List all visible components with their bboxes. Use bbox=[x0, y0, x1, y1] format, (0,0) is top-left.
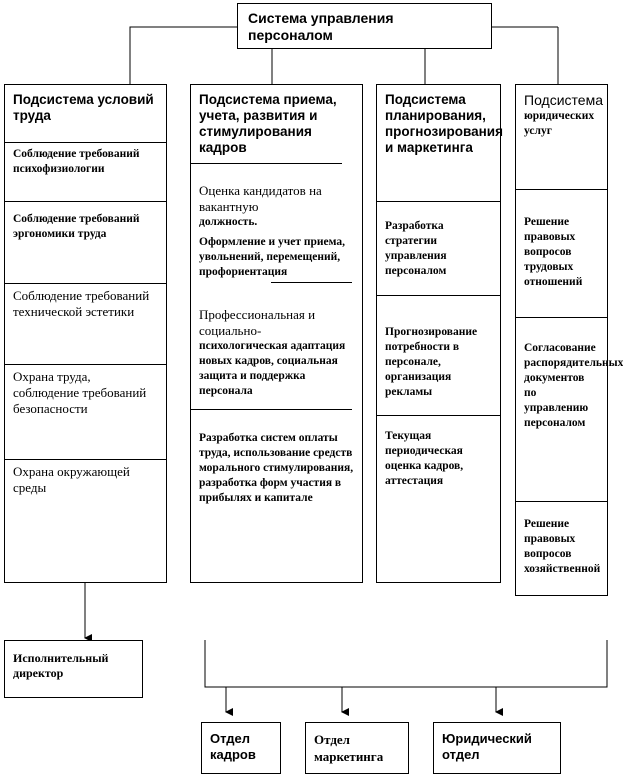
col1-header: Подсистема условий труда bbox=[13, 92, 154, 123]
col4-item-business: Решение правовых вопросов хозяйственной bbox=[524, 518, 601, 575]
col1-item-environment: Охрана окружающей среды bbox=[13, 464, 130, 495]
department-marketing-box bbox=[305, 722, 409, 774]
col3-item-assessment: Текущая периодическая оценка кадров, аттестация bbox=[385, 430, 464, 487]
col2-header: Подсистема приема, учета, развития и стимулирования кадров bbox=[199, 92, 337, 155]
col3-item-forecasting: Прогнозирование потребности в персонале, организация рекламы bbox=[385, 326, 478, 398]
col2-item-compensation: Разработка систем оплаты труда, использование средств морального стимулирования, разработка форм участия в прибылях и капитале bbox=[199, 432, 354, 504]
col1-item-ergonomics: Соблюдение требований эргономики труда bbox=[13, 213, 140, 240]
subsystem-planning-marketing bbox=[376, 84, 501, 583]
executive-director-box bbox=[4, 640, 143, 698]
department-legal-label: Юридический отдел bbox=[442, 731, 532, 762]
col3-header: Подсистема планирования, прогнозирования и маркетинга bbox=[385, 92, 503, 155]
subsystem-hiring-development bbox=[190, 84, 363, 583]
top-system-box bbox=[237, 3, 492, 49]
col2-item-candidate-assessment: Оценка кандидатов на вакантную должность. bbox=[199, 183, 322, 228]
executive-director-label: Исполнительный директор bbox=[13, 651, 109, 680]
department-marketing-label: Отдел маркетинга bbox=[314, 732, 384, 764]
subsystem-legal-services bbox=[515, 84, 623, 596]
top-bus-line bbox=[130, 27, 237, 84]
col1-item-aesthetics: Соблюдение требований технической эстетики bbox=[13, 288, 150, 319]
department-hr-box bbox=[201, 722, 281, 774]
department-hr-label: Отдел кадров bbox=[210, 731, 256, 762]
col1-item-safety: Охрана труда, соблюдение требований безопасности bbox=[13, 369, 147, 416]
department-legal-box bbox=[433, 722, 561, 774]
col4-item-labor-relations: Решение правовых вопросов трудовых отношений bbox=[524, 216, 583, 288]
col4-header: Подсистема юридических услуг bbox=[524, 92, 603, 137]
col4-item-documents: Согласование распорядительных документов по управлению персоналом bbox=[524, 342, 623, 429]
top-system-title: Система управления персоналом bbox=[248, 10, 394, 43]
subsystem-working-conditions bbox=[4, 84, 167, 583]
col2-item-registration: Оформление и учет приема, увольнений, перемещений, профориентация bbox=[199, 236, 345, 278]
col1-item-psychophysiology: Соблюдение требований психофизиологии bbox=[13, 148, 140, 175]
departments-bus bbox=[205, 640, 607, 687]
col3-item-strategy: Разработка стратегии управления персоналом bbox=[385, 220, 447, 277]
col2-item-adaptation: Профессиональная и социально- психологическая адаптация новых кадров, социальная защита и поддержка персонала bbox=[199, 307, 346, 397]
